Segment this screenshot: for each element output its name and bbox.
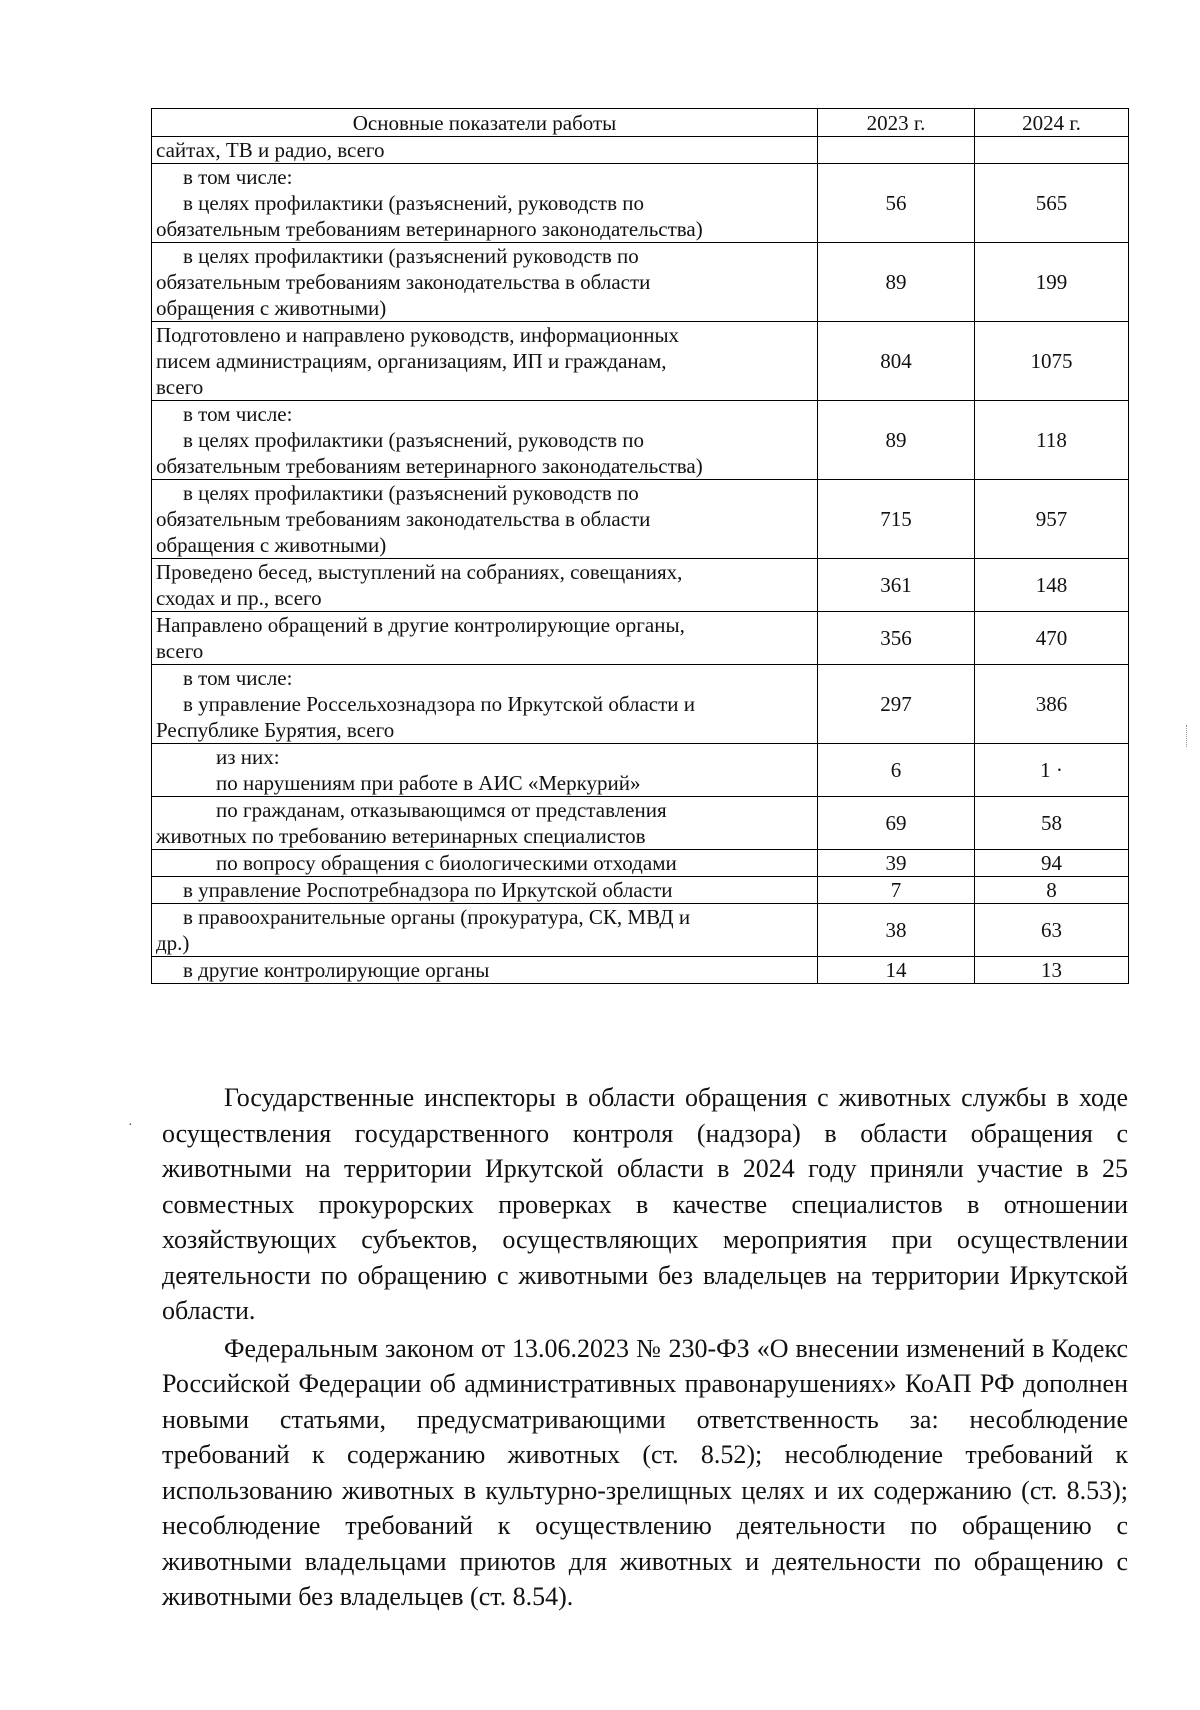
table-row: [152, 164, 1129, 243]
indicator-label-line: по гражданам, отказывающимся от представления: [216, 798, 667, 822]
indicator-label-line: всего: [156, 639, 204, 663]
indicator-cell: [152, 243, 818, 322]
indicator-cell: [152, 665, 818, 744]
indicator-label-line: в другие контролирующие органы: [183, 958, 490, 982]
indicator-cell: [152, 904, 818, 957]
table-row: [152, 559, 1129, 612]
indicator-label-line: в целях профилактики (разъяснений руководств по: [183, 244, 639, 268]
value-2023-cell: 89: [818, 401, 975, 480]
value-2024-cell: 118: [975, 401, 1129, 480]
value-2024-cell: 148: [975, 559, 1129, 612]
indicator-label-line: в целях профилактики (разъяснений, руководств по: [183, 428, 645, 452]
indicator-label-line: сайтах, ТВ и радио, всего: [156, 138, 385, 162]
table-row: [152, 401, 1129, 480]
value-2024-cell: 13: [975, 957, 1129, 984]
value-2024-cell: 58: [975, 797, 1129, 850]
indicator-label-line: в управление Россельхознадзора по Иркутской области и: [183, 692, 696, 716]
indicator-label-line: обязательным требованиям ветеринарного законодательства): [156, 217, 703, 241]
table-row: [152, 957, 1129, 984]
indicator-label-line: всего: [156, 375, 204, 399]
table-row: [152, 243, 1129, 322]
value-2024-cell: 1075: [975, 322, 1129, 401]
indicator-cell: [152, 612, 818, 665]
indicator-label-line: в том числе:: [183, 165, 293, 189]
table-body: [152, 137, 1129, 984]
value-2024-cell: 565: [975, 164, 1129, 243]
table-row: [152, 850, 1129, 877]
indicator-cell: [152, 322, 818, 401]
indicators-table: [151, 108, 1129, 984]
indicator-label-line: обязательным требованиям ветеринарного законодательства): [156, 454, 703, 478]
table-row: [152, 665, 1129, 744]
indicator-label-line: Республике Бурятия, всего: [156, 718, 395, 742]
value-2023-cell: 39: [818, 850, 975, 877]
value-2023-cell: 56: [818, 164, 975, 243]
header-2024: 2024 г.: [975, 109, 1129, 137]
value-2024-cell: 470: [975, 612, 1129, 665]
table-row: [152, 480, 1129, 559]
header-indicator: Основные показатели работы: [152, 109, 818, 137]
value-2024-cell: 1 ·: [975, 744, 1129, 797]
indicator-label-line: писем администрациям, организациям, ИП и гражданам,: [156, 349, 667, 373]
indicator-label-line: в правоохранительные органы (прокуратура, СК, МВД и: [183, 905, 691, 929]
value-2024-cell: 63: [975, 904, 1129, 957]
value-2023-cell: 7: [818, 877, 975, 904]
value-2023-cell: 89: [818, 243, 975, 322]
indicator-label-line: обращения с животными): [156, 533, 387, 557]
scan-edge-mark: [1186, 725, 1188, 747]
indicator-label-line: обращения с животными): [156, 296, 387, 320]
value-2023-cell: 69: [818, 797, 975, 850]
indicator-cell: [152, 480, 818, 559]
body-text: [162, 1080, 1128, 1615]
indicator-label-line: сходах и пр., всего: [156, 586, 322, 610]
indicator-label-line: животных по требованию ветеринарных специалистов: [156, 824, 646, 848]
value-2024-cell: 94: [975, 850, 1129, 877]
indicator-cell: [152, 957, 818, 984]
table-row: [152, 877, 1129, 904]
table-row: [152, 322, 1129, 401]
indicator-label-line: в том числе:: [183, 402, 293, 426]
indicator-label-line: по вопросу обращения с биологическими отходами: [216, 851, 677, 875]
indicator-cell: [152, 164, 818, 243]
value-2023-cell: 297: [818, 665, 975, 744]
indicator-cell: [152, 137, 818, 164]
indicator-label-line: в целях профилактики (разъяснений, руководств по: [183, 191, 645, 215]
indicator-cell: [152, 744, 818, 797]
value-2024-cell: 386: [975, 665, 1129, 744]
indicator-label-line: Проведено бесед, выступлений на собраниях, совещаниях,: [156, 560, 683, 584]
indicator-label-line: обязательным требованиям законодательства в области: [156, 270, 651, 294]
paragraph-inspections: Государственные инспекторы в области обращения с животных службы в ходе осуществления государственного контроля (надзора) в области обращения с животными на территории Иркутской области в 2024 году приняли участие в 25 совместных прокурорских проверках в качестве специалистов в отношении хозяйствующих субъектов, осуществляющих мероприятия при осуществлении деятельности по обращению с животными без владельцев на территории Иркутской области.: [162, 1083, 1128, 1325]
indicator-label-line: Направлено обращений в другие контролирующие органы,: [156, 613, 685, 637]
table-header-row: [152, 109, 1129, 137]
indicator-cell: [152, 797, 818, 850]
indicator-label-line: в управление Роспотребнадзора по Иркутской области: [183, 878, 673, 902]
table-row: [152, 797, 1129, 850]
indicator-label-line: по нарушениям при работе в АИС «Меркурий»: [216, 771, 641, 795]
indicator-cell: [152, 877, 818, 904]
indicator-label-line: обязательным требованиям законодательства в области: [156, 507, 651, 531]
indicator-cell: [152, 559, 818, 612]
paragraph-federal-law: Федеральным законом от 13.06.2023 № 230-ФЗ «О внесении изменений в Кодекс Российской Федерации об административных правонарушениях» КоАП РФ дополнен новыми статьями, предусматривающими ответственность за: несоблюдение требований к содержанию животных (ст. 8.52); несоблюдение требований к использованию животных в культурно-зрелищных целях и их содержанию (ст. 8.53); несоблюдение требований к осуществлению деятельности по обращению с животными владельцами приютов для животных и деятельности по обращению с животными без владельцев (ст. 8.54).: [162, 1333, 1128, 1611]
scan-mark: ·: [128, 1118, 133, 1133]
value-2023-cell: 356: [818, 612, 975, 665]
indicator-cell: [152, 401, 818, 480]
value-2023-cell: [818, 137, 975, 164]
indicator-label-line: в целях профилактики (разъяснений руководств по: [183, 481, 639, 505]
indicator-label-line: в том числе:: [183, 666, 293, 690]
table-row: [152, 744, 1129, 797]
value-2023-cell: 361: [818, 559, 975, 612]
indicator-label-line: Подготовлено и направлено руководств, информационных: [156, 323, 680, 347]
table-row: [152, 904, 1129, 957]
indicator-cell: [152, 850, 818, 877]
value-2023-cell: 6: [818, 744, 975, 797]
value-2023-cell: 14: [818, 957, 975, 984]
table-row: [152, 612, 1129, 665]
indicator-label-line: др.): [156, 931, 190, 955]
value-2024-cell: 199: [975, 243, 1129, 322]
value-2024-cell: [975, 137, 1129, 164]
header-2023: 2023 г.: [818, 109, 975, 137]
value-2023-cell: 715: [818, 480, 975, 559]
indicator-label-line: из них:: [216, 745, 280, 769]
value-2023-cell: 804: [818, 322, 975, 401]
value-2023-cell: 38: [818, 904, 975, 957]
value-2024-cell: 8: [975, 877, 1129, 904]
table-row: [152, 137, 1129, 164]
value-2024-cell: 957: [975, 480, 1129, 559]
